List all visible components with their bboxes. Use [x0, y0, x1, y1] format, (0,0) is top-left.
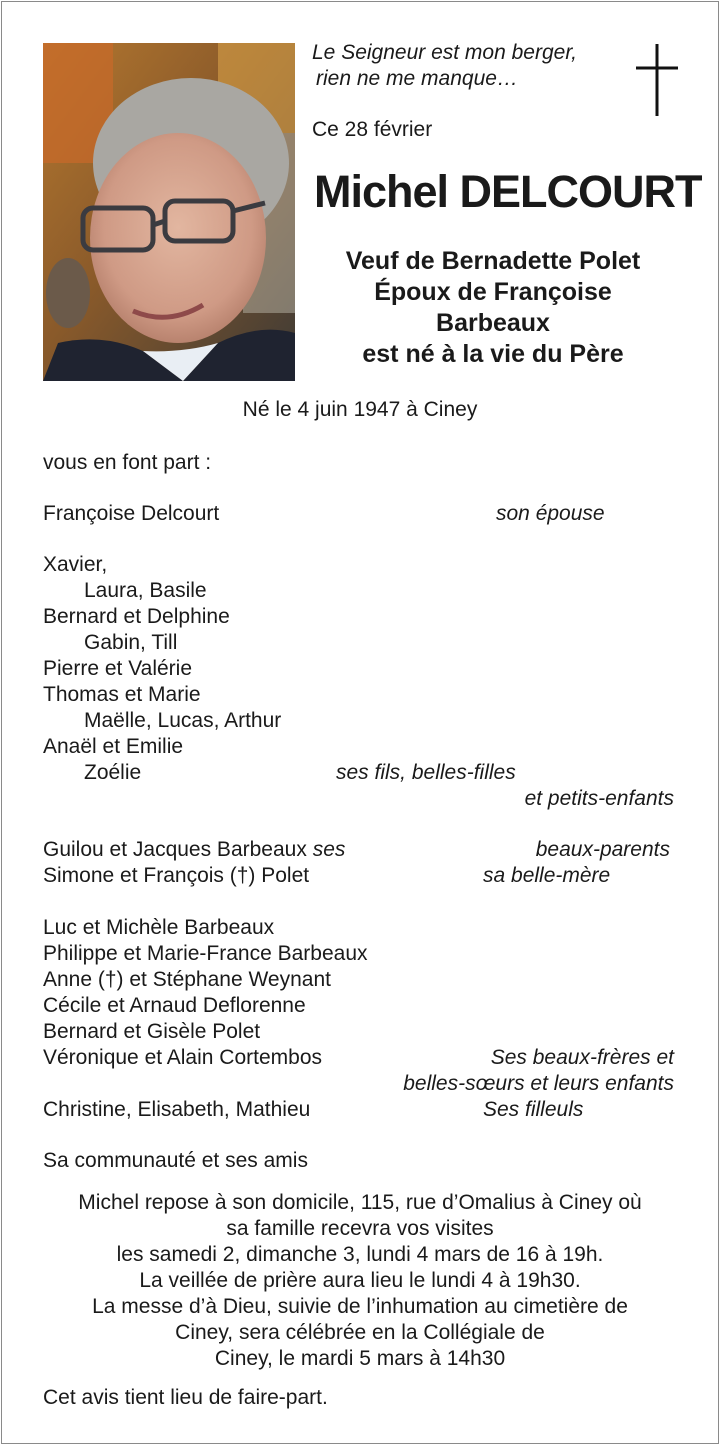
deceased-name: Michel DELCOURT — [314, 166, 702, 217]
family-member: Pierre et Valérie — [43, 657, 193, 680]
details-line: Michel repose à son domicile, 115, rue d’Omalius à Ciney où — [78, 1191, 642, 1214]
details-line: La veillée de prière aura lieu le lundi 4 à 19h30. — [139, 1269, 581, 1292]
siblings-role: belles-sœurs et leurs enfants — [403, 1072, 674, 1095]
godchildren-role: Ses filleuls — [483, 1098, 584, 1121]
details-line: Ciney, le mardi 5 mars à 14h30 — [214, 1347, 506, 1370]
children-role: ses fils, belles-filles — [336, 761, 516, 784]
sibling: Anne (†) et Stéphane Weynant — [43, 968, 331, 991]
parents-role: beaux-parents — [535, 838, 670, 861]
details-line: sa famille recevra vos visites — [226, 1217, 494, 1240]
marital-status — [305, 246, 681, 370]
status-line: est né à la vie du Père — [362, 340, 624, 368]
parents-name: Guilou et Jacques Barbeaux ses — [43, 838, 346, 861]
spouse-name: Françoise Delcourt — [43, 502, 220, 525]
status-line: Époux de Françoise — [374, 278, 612, 306]
verse-line-2: rien ne me manque… — [316, 67, 518, 90]
godchildren-names: Christine, Elisabeth, Mathieu — [43, 1098, 311, 1121]
details-line: Ciney, sera célébrée en la Collégiale de — [175, 1321, 545, 1344]
parents-role: sa belle-mère — [483, 864, 611, 887]
funeral-details — [0, 1190, 720, 1372]
family-member: Bernard et Delphine — [43, 605, 230, 628]
sibling: Philippe et Marie-France Barbeaux — [43, 942, 368, 965]
sibling: Cécile et Arnaud Deflorenne — [43, 994, 306, 1017]
portrait-photo — [43, 43, 295, 381]
footer-note: Cet avis tient lieu de faire-part. — [43, 1386, 328, 1409]
birth-info: Né le 4 juin 1947 à Ciney — [242, 398, 478, 421]
scripture-verse — [312, 40, 577, 92]
details-line: les samedi 2, dimanche 3, lundi 4 mars de 16 à 19h. — [116, 1243, 604, 1266]
parents-name: Simone et François (†) Polet — [43, 864, 310, 887]
sibling: Véronique et Alain Cortembos — [43, 1046, 322, 1069]
family-member: Zoélie — [84, 761, 142, 784]
details-line: La messe d’à Dieu, suivie de l’inhumation au cimetière de — [92, 1295, 628, 1318]
sibling: Bernard et Gisèle Polet — [43, 1020, 261, 1043]
family-member: Anaël et Emilie — [43, 735, 184, 758]
children-role: et petits-enfants — [524, 787, 674, 810]
verse-line-1: Le Seigneur est mon berger, — [312, 41, 578, 64]
family-member: Laura, Basile — [84, 579, 207, 602]
family-member: Maëlle, Lucas, Arthur — [84, 709, 282, 732]
family-member: Xavier, — [43, 553, 108, 576]
spouse-role: son épouse — [496, 502, 605, 525]
status-line: Barbeaux — [436, 309, 550, 337]
notice-date: Ce 28 février — [312, 118, 433, 141]
siblings-role: Ses beaux-frères et — [490, 1046, 674, 1069]
sibling: Luc et Michèle Barbeaux — [43, 916, 275, 939]
family-member: Thomas et Marie — [43, 683, 201, 706]
community-line: Sa communauté et ses amis — [43, 1149, 308, 1172]
cross-icon — [634, 44, 680, 118]
status-line: Veuf de Bernadette Polet — [345, 247, 641, 275]
family-member: Gabin, Till — [84, 631, 178, 654]
intro-text: vous en font part : — [43, 451, 212, 474]
